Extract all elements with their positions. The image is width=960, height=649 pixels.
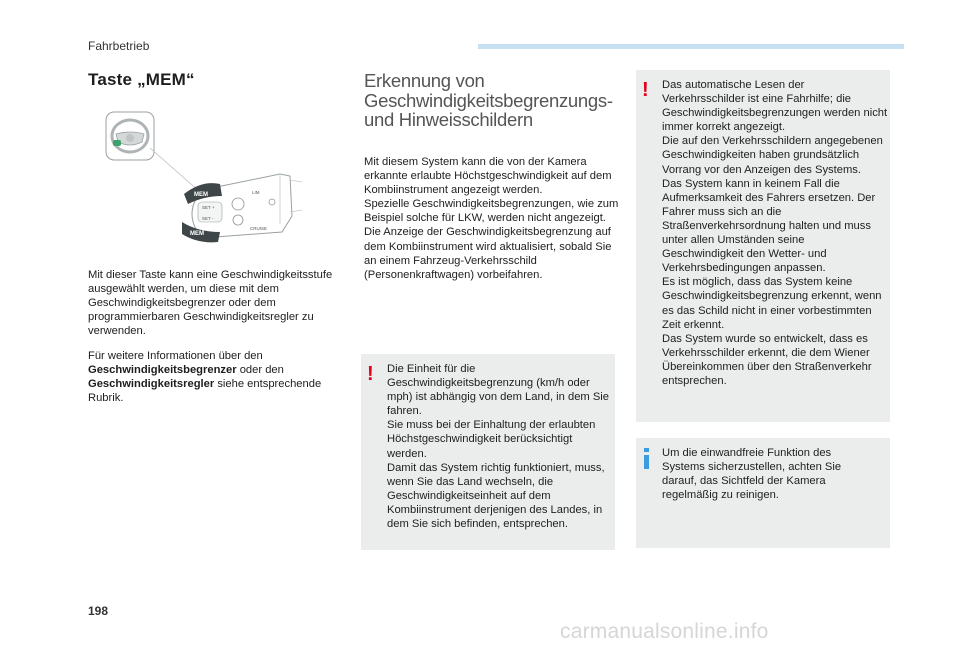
mem-more-info: Für weitere Informationen über den Geschwindigkeitsbegrenzer oder den Geschwindigkeitsregler siehe entsprechende Rubrik. <box>88 350 322 405</box>
unit-warning-text: Die Einheit für die Geschwindigkeitsbegrenzung (km/h oder mph) ist abhängig von dem Land, in dem Sie fahren. Sie muss bei der Einhaltung der erlaubten Höchstgeschwindigkeit berücksichtigt werden. Damit das System richtig funktioniert, muss, wenn Sie das Land wechseln, die Geschwindigkeitseinheit auf dem Kombiinstrument derjenigen des Landes, in dem Sie sich befinden, entsprechen. <box>387 363 610 531</box>
steering-wheel-mem-illustration <box>90 104 315 254</box>
page-number: 198 <box>88 604 109 618</box>
camera-info-box <box>636 438 890 548</box>
section-header-bar <box>478 44 904 49</box>
sign-reading-warning-text: Das automatische Lesen der Verkehrsschilder ist eine Fahrhilfe; die Geschwindigkeitsbegrenzungen werden nicht immer korrekt angezeigt. Die auf den Verkehrsschildern angegebenen Geschwindigkeiten haben grundsätzlich Vorrang vor den Anzeigen des Systems. Das System kann in keinem Fall die Aufmerksamkeit des Fahrers ersetzen. Der Fahrer muss sich an die Straßenverkehrsordnung halten und muss unter allen Umständen seine Geschwindigkeit den Wetter- und Verkehrsbedingungen anpassen. Es ist möglich, dass das System keine Geschwindigkeitsbegrenzung erkennt, wenn es das Schild nicht in einer vorbestimmten Zeit erkennt. Das System wurde so entwickelt, dass es Verkehrsschilder erkennt, die dem Wiener Übereinkommen über den Straßenverkehr entsprechen. <box>662 79 888 387</box>
mem-top-label: MEM <box>194 192 208 198</box>
mem-button-title: Taste „MEM“ <box>88 70 195 89</box>
sign-recognition-description: Mit diesem System kann die von der Kamera erkannte erlaubte Höchstgeschwindigkeit auf dem Kombiinstrument angezeigt werden. Spezielle Geschwindigkeitsbegrenzungen, wie zum Beispiel solche für LKW, werden nicht angezeigt. Die Anzeige der Geschwindigkeitsbegrenzung auf dem Kombiinstrument wird aktualisiert, sobald Sie an einem Fahrzeug-Verkehrsschild (Personenkraftwagen) vorbeifahren. <box>364 156 619 281</box>
info-icon <box>644 448 650 469</box>
cruise-label: CRUISE <box>250 226 268 231</box>
steering-wheel-icon <box>106 112 154 160</box>
sign-reading-warning-box <box>636 70 890 422</box>
set-minus-label: SET - <box>202 216 214 221</box>
lim-label: LIM <box>252 190 260 195</box>
mem-description: Mit dieser Taste kann eine Geschwindigkeitsstufe ausgewählt werden, um diese mit dem Geschwindigkeitsbegrenzer oder dem programmierbaren Geschwindigkeitsregler zu verwenden. <box>88 269 333 338</box>
mem-bottom-label: MEM <box>190 231 204 237</box>
warning-icon: ! <box>642 79 649 101</box>
section-header: Fahrbetrieb <box>88 39 150 53</box>
unit-warning-box <box>361 354 615 550</box>
set-plus-label: SET + <box>202 205 215 210</box>
warning-icon: ! <box>367 363 374 385</box>
watermark: carmanualsonline.info <box>560 620 769 643</box>
sign-recognition-title: Erkennung von Geschwindigkeitsbegrenzungs- und Hinweisschildern <box>364 70 613 130</box>
camera-info-text: Um die einwandfreie Funktion des Systems sicherzustellen, achten Sie darauf, das Sichtfeld der Kamera regelmäßig zu reinigen. <box>662 447 842 502</box>
